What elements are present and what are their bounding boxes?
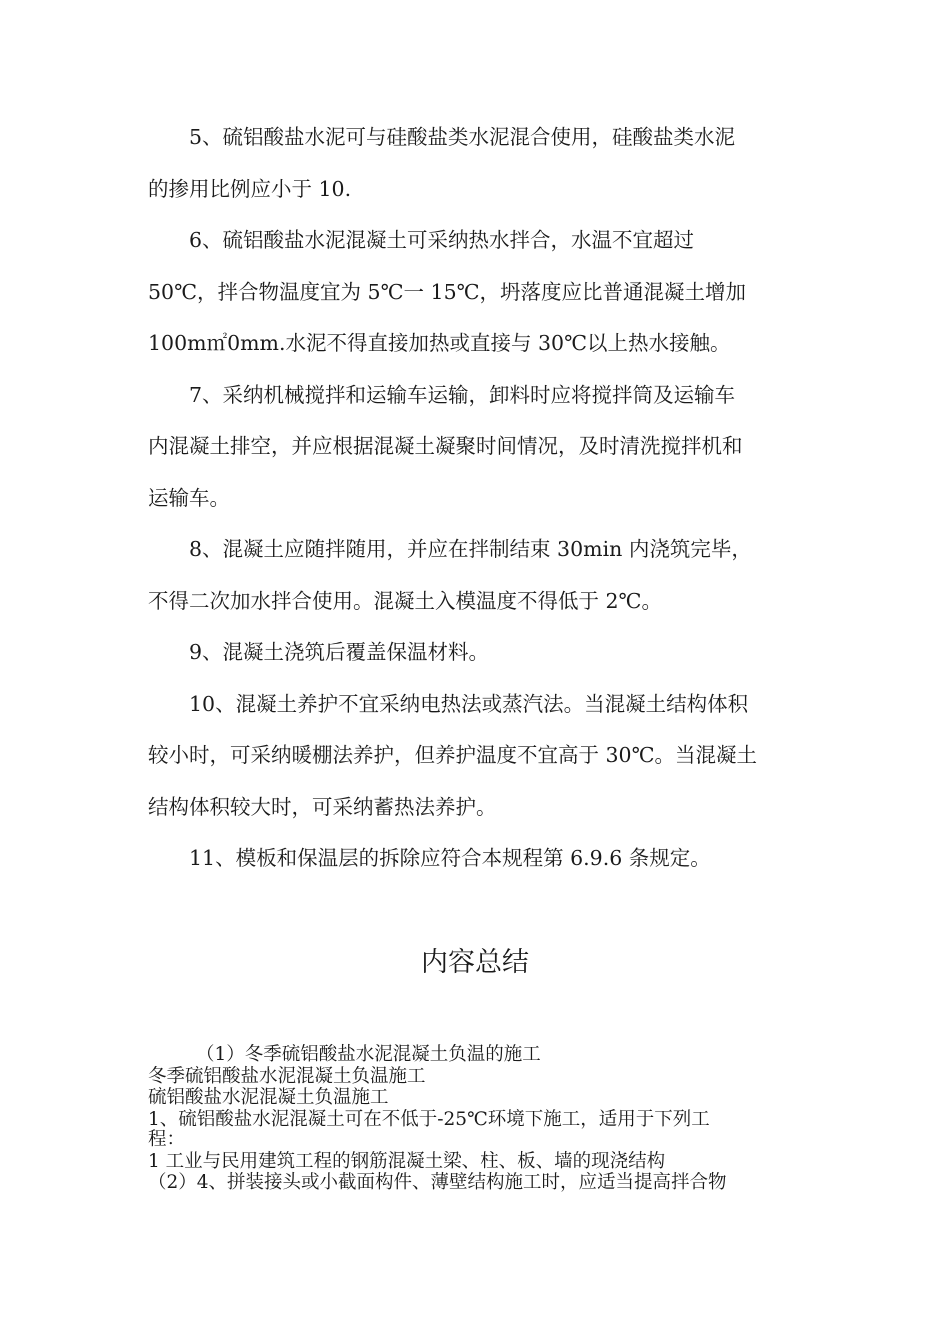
- text-line: 6、硫铝酸盐水泥混凝土可采纳热水拌合，水温不宜超过: [189, 228, 695, 252]
- text-line: 10、混凝土养护不宜采纳电热法或蒸汽法。当混凝土结构体积: [189, 691, 749, 716]
- text-line: 8、混凝土应随拌随用，并应在拌制结束 30min 内浇筑完毕，: [189, 537, 752, 561]
- text-line: 5、硫铝酸盐水泥可与硅酸盐类水泥混合使用，硅酸盐类水泥: [189, 125, 736, 149]
- body-text: [148, 112, 803, 885]
- summary-line: 程：: [148, 1129, 186, 1150]
- text-line: 11、模板和保温层的拆除应符合本规程第 6.9.6 条规定。: [189, 846, 711, 870]
- text-line: 7、采纳机械搅拌和运输车运输，卸料时应将搅拌筒及运输车: [189, 382, 736, 407]
- text-line: 内混凝土排空，并应根据混凝土凝聚时间情况，及时清洗搅拌机和: [148, 434, 743, 458]
- paragraph-8: [148, 524, 803, 627]
- summary-title: 内容总结: [421, 947, 529, 978]
- summary-line: （1）冬季硫铝酸盐水泥混凝土负温的施工: [196, 1044, 541, 1065]
- text-line: 运输车。: [148, 485, 230, 510]
- paragraph-7: [148, 370, 803, 525]
- text-line: 结构体积较大时，可采纳蓄热法养护。: [148, 794, 497, 819]
- summary-line: 1、硫铝酸盐水泥混凝土可在不低于-25℃环境下施工，适用于下列工: [148, 1108, 710, 1130]
- text-line: 9、混凝土浇筑后覆盖保温材料。: [189, 640, 490, 664]
- summary-line: （2）4、拼装接头或小截面构件、薄壁结构施工时，应适当提高拌合物: [148, 1172, 727, 1193]
- paragraph-5: [148, 112, 803, 215]
- paragraph-6: [148, 215, 803, 370]
- summary-line: 硫铝酸盐水泥混凝土负温施工: [148, 1087, 389, 1108]
- summary-section: [148, 1044, 813, 1194]
- text-line: 不得二次加水拌合使用。混凝土入模温度不得低于 2℃。: [148, 588, 662, 613]
- paragraph-11: [148, 833, 803, 885]
- paragraph-9: [148, 627, 803, 679]
- summary-line: 冬季硫铝酸盐水泥混凝土负温施工: [148, 1065, 426, 1087]
- paragraph-10: [148, 679, 803, 834]
- text-line: 的掺用比例应小于 10.: [148, 176, 352, 201]
- text-line: 50℃，拌合物温度宜为 5℃一 15℃，坍落度应比普通混凝土增加: [148, 279, 747, 304]
- text-line: 较小时，可采纳暖棚法养护，但养护温度不宜高于 30℃。当混凝土: [148, 743, 758, 767]
- text-line: 100m㎡0mm.水泥不得直接加热或直接与 30℃以上热水接触。: [148, 331, 731, 355]
- summary-line: 1 工业与民用建筑工程的钢筋混凝土梁、柱、板、墙的现浇结构: [148, 1150, 666, 1172]
